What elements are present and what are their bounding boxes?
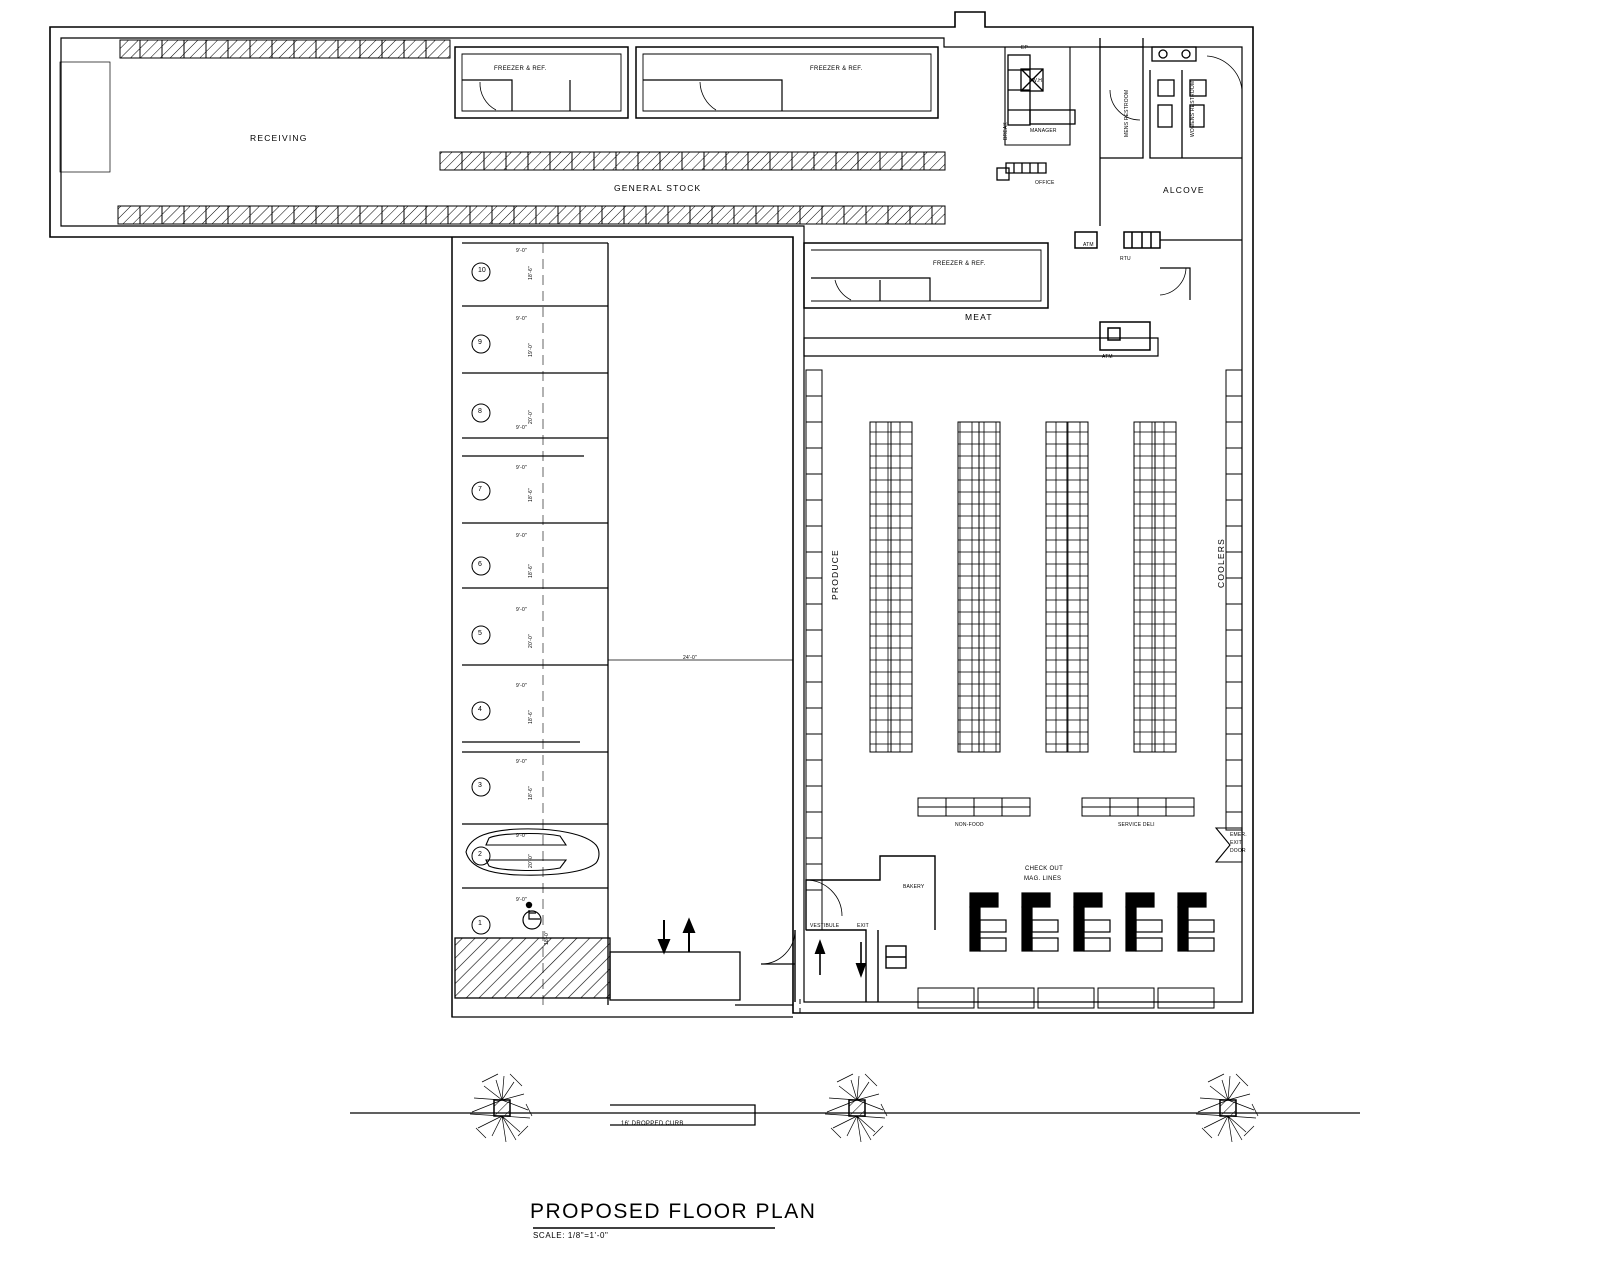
label-emergency-exit-2: EXIT: [1230, 840, 1242, 846]
dropped-curb-note: 16' DROPPED CURB: [621, 1121, 684, 1127]
stall-number-7: 7: [478, 486, 482, 493]
stall-number-3: 3: [478, 782, 482, 789]
drawing-scale: SCALE: 1/8"=1'-0": [533, 1231, 609, 1240]
vestibule: [761, 856, 935, 1002]
stall-depth-5: 20'-0": [528, 634, 534, 648]
stall-depth-10: 18'-6": [528, 266, 534, 280]
stall-number-1: 1: [478, 920, 482, 927]
stall-depth-7: 18'-6": [528, 488, 534, 502]
label-atm: ATM: [1083, 242, 1094, 248]
stall-number-4: 4: [478, 706, 482, 713]
label-checkout-2: MAG. LINES: [1024, 876, 1062, 882]
stall-number-2: 2: [478, 851, 482, 858]
room-label-freezer-1: FREEZER & REF.: [494, 66, 547, 72]
cooler-cases: [1216, 370, 1242, 862]
stall-width-1: 9'-0": [516, 897, 527, 903]
stall-depth-6: 18'-6": [528, 564, 534, 578]
room-label-freezer-2: FREEZER & REF.: [810, 66, 863, 72]
island-cases: [918, 798, 1194, 816]
stall-width-10: 9'-0": [516, 248, 527, 254]
label-office: OFFICE: [1035, 180, 1055, 186]
label-rtu: ATM: [1102, 354, 1113, 360]
stall-width-6: 9'-0": [516, 533, 527, 539]
drawing-title: PROPOSED FLOOR PLAN: [530, 1200, 817, 1223]
label-checkout-1: CHECK OUT: [1025, 866, 1064, 872]
label-break-room: BREAK: [1003, 122, 1009, 140]
room-label-general-stock: GENERAL STOCK: [614, 183, 702, 193]
label-mens-restroom: MENS RESTROOM: [1124, 89, 1130, 137]
stall-width-9: 9'-0": [516, 316, 527, 322]
room-label-produce: PRODUCE: [830, 549, 840, 600]
freezer-rooms: [455, 47, 938, 118]
stall-number-8: 8: [478, 408, 482, 415]
stall-number-6: 6: [478, 561, 482, 568]
label-emergency-exit-3: DOOR: [1230, 848, 1246, 854]
stall-depth-4: 18'-6": [528, 710, 534, 724]
aisle-dimension: 24'-0": [683, 655, 697, 661]
label-manager-office: MANAGER: [1030, 128, 1057, 134]
parking-lot: [452, 237, 793, 1017]
stall-number-9: 9: [478, 339, 482, 346]
room-label-receiving: RECEIVING: [250, 133, 308, 143]
room-label-freezer-3: FREEZER & REF.: [933, 261, 986, 267]
stall-width-8: 9'-0": [516, 425, 527, 431]
label-service-deli: SERVICE DELI: [1118, 822, 1155, 828]
stall-depth-8: 20'-0": [528, 410, 534, 424]
stall-depth-2: 20'-0": [528, 854, 534, 868]
label-exit: EXIT: [857, 923, 869, 929]
label-elec-panel: EP: [1021, 45, 1029, 51]
stall-width-5: 9'-0": [516, 607, 527, 613]
label-nonfood: NON-FOOD: [955, 822, 984, 828]
stall-width-3: 9'-0": [516, 759, 527, 765]
meat-department: [804, 232, 1242, 356]
stall-number-10: 10: [478, 267, 486, 274]
produce-cases: [806, 370, 822, 930]
stall-width-4: 9'-0": [516, 683, 527, 689]
label-vestibule: VESTIBULE: [810, 923, 840, 929]
gondola-shelving: [870, 422, 1176, 752]
label-bakery: BAKERY: [903, 884, 925, 890]
car-symbol: [466, 829, 599, 875]
room-label-meat: MEAT: [965, 312, 993, 322]
stall-number-5: 5: [478, 630, 482, 637]
accessible-symbol: [523, 902, 541, 929]
checkout-lanes: [970, 893, 1214, 951]
stall-depth-1: 18'-0": [544, 931, 550, 945]
stall-depth-9: 19'-0": [528, 343, 534, 357]
label-womens-restroom: WOMENS RESTROOM: [1190, 80, 1196, 137]
street-and-trees: [350, 1074, 1360, 1142]
room-label-coolers: COOLERS: [1216, 538, 1226, 588]
label-emergency-exit: EMER.: [1230, 832, 1247, 838]
label-water-heater: W.H.: [1032, 78, 1044, 84]
stall-width-2: 9'-0": [516, 833, 527, 839]
room-label-alcove: ALCOVE: [1163, 185, 1205, 195]
stall-width-7: 9'-0": [516, 465, 527, 471]
stall-depth-3: 18'-6": [528, 786, 534, 800]
dimension-lines: [608, 656, 793, 664]
label-mop-sink: RTU: [1120, 256, 1131, 262]
